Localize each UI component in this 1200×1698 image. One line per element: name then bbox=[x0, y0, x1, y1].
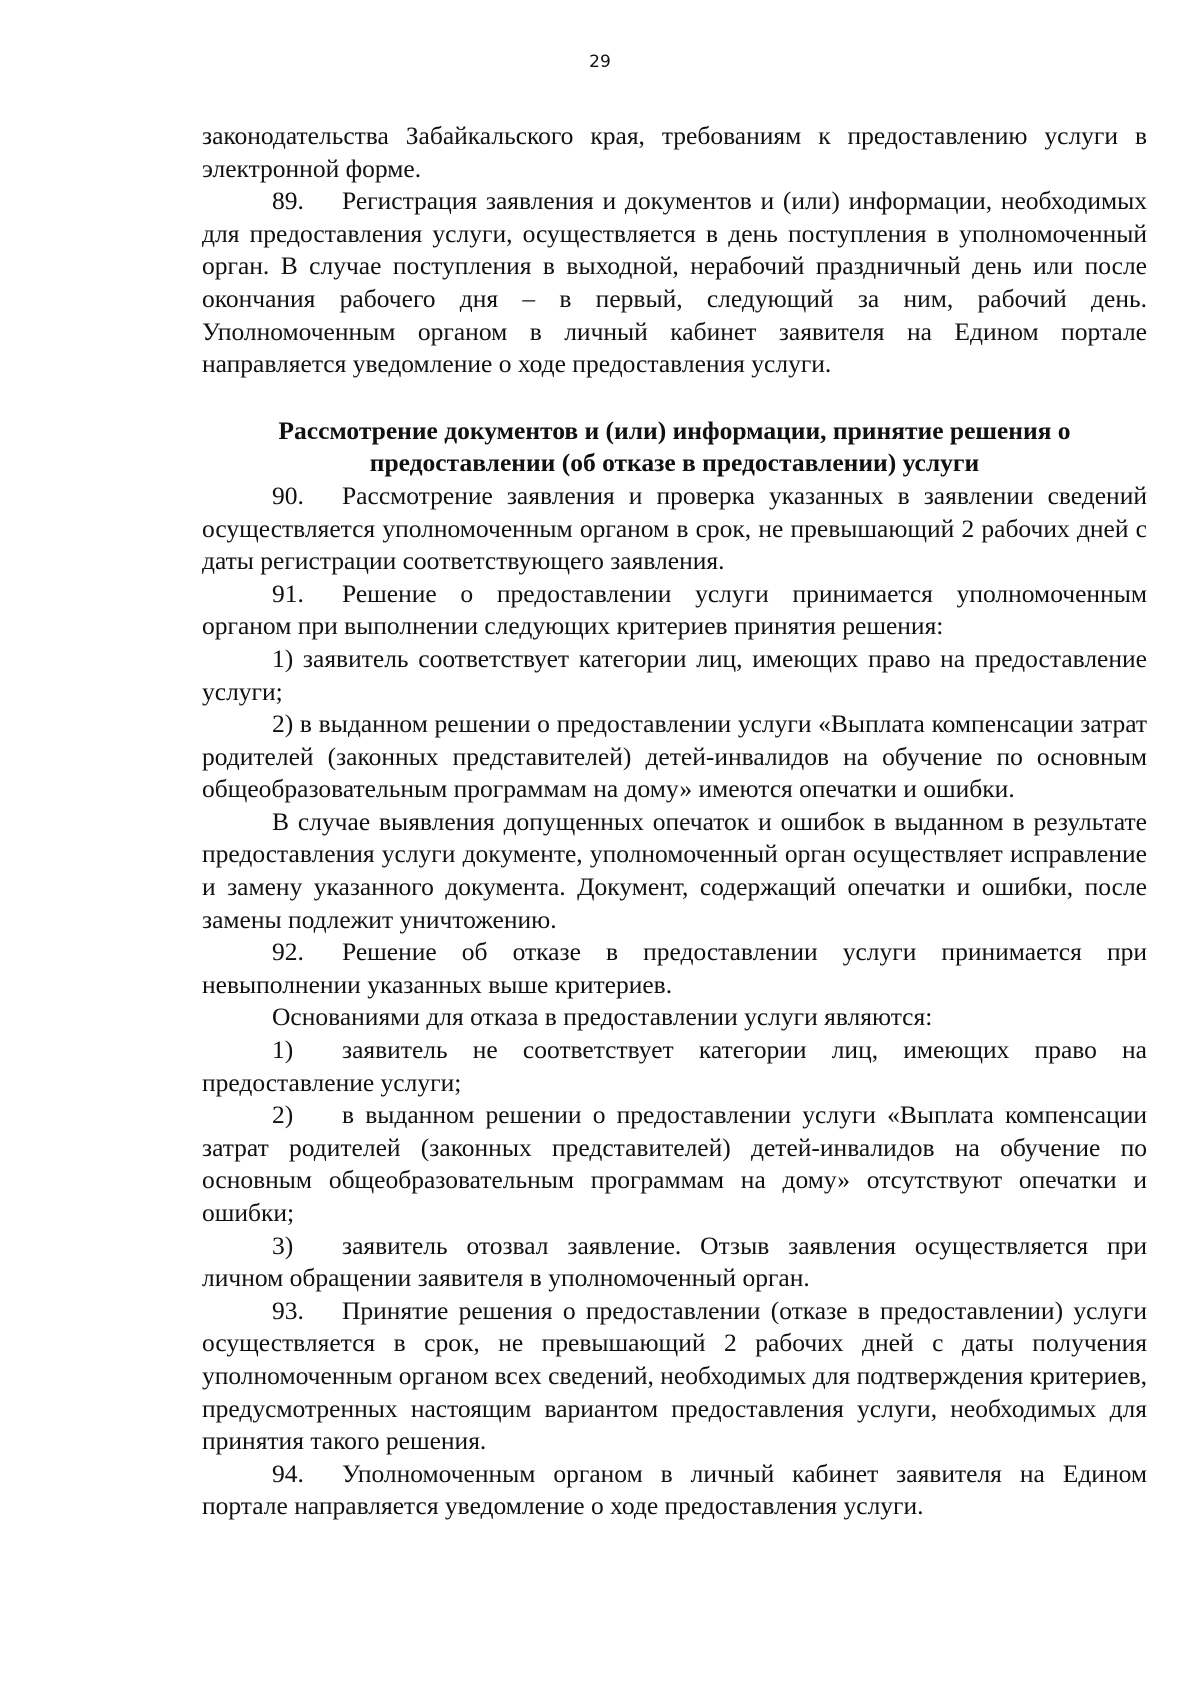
paragraph-text: Решение о предоставлении услуги принимается уполномоченным органом при выполнении следующих критериев принятия решения: bbox=[202, 578, 1147, 641]
page-number: 29 bbox=[589, 52, 611, 72]
list-text: заявитель отозвал заявление. Отзыв заявления осуществляется при личном обращении заявителя в уполномоченный орган. bbox=[202, 1230, 1147, 1293]
refusal-ground-2 bbox=[202, 1099, 1147, 1229]
paragraph-continuation: законодательства Забайкальского края, требованиям к предоставлению услуги в электронной форме. bbox=[202, 121, 1147, 183]
list-text: заявитель не соответствует категории лиц, имеющих право на предоставление услуги; bbox=[202, 1035, 1147, 1097]
paragraph-number: 92. bbox=[272, 937, 304, 967]
paragraph-text: Регистрация заявления и документов и (или) информации, необходимых для предоставления услуги, осуществляется в день поступления в уполномоченный орган. В случае поступления в выходной, нерабочий праздничный день или после окончания рабочего дня – в первый, следующий за ним, рабочий день. Уполномоченным органом в личный кабинет заявителя на Едином портале направляется уведомление о ходе предоставления услуги. bbox=[202, 186, 1147, 379]
paragraph-number: 90. bbox=[272, 480, 304, 510]
document-body bbox=[202, 120, 1147, 1523]
paragraph-text: Уполномоченным органом в личный кабинет заявителя на Едином портале направляется уведомление о ходе предоставления услуги. bbox=[202, 1458, 1147, 1521]
list-number: 3) bbox=[272, 1230, 294, 1260]
list-text: в выданном решении о предоставлении услуги «Выплата компенсации затрат родителей (законных представителей) детей-инвалидов на обучение по основным общеобразовательным программам на дому» отсутствуют опечатки и ошибки; bbox=[202, 1100, 1147, 1227]
criterion-2: 2) в выданном решении о предоставлении услуги «Выплата компенсации затрат родителей (законных представителей) детей-инвалидов на обучение по основным общеобразовательным программам на дому» имеются опечатки и ошибки. bbox=[202, 709, 1147, 804]
criterion-1: 1) заявитель соответствует категории лиц, имеющих право на предоставление услуги; bbox=[202, 643, 1147, 706]
paragraph-93 bbox=[202, 1295, 1147, 1458]
paragraph-number: 89. bbox=[272, 186, 304, 216]
paragraph-91 bbox=[202, 578, 1147, 643]
paragraph-number: 91. bbox=[272, 578, 304, 608]
refusal-ground-1 bbox=[202, 1034, 1147, 1099]
list-number: 2) bbox=[272, 1100, 294, 1130]
paragraph-92 bbox=[202, 936, 1147, 1001]
section-heading: Рассмотрение документов и (или) информации, принятие решения о предоставлении (об отказе в предоставлении) услуги bbox=[278, 415, 1071, 478]
paragraph-90 bbox=[202, 480, 1147, 578]
paragraph-text: Рассмотрение заявления и проверка указанных в заявлении сведений осуществляется уполномоченным органом в срок, не превышающий 2 рабочих дней с даты регистрации соответствующего заявления. bbox=[202, 480, 1147, 576]
paragraph-text: Решение об отказе в предоставлении услуги принимается при невыполнении указанных выше критериев. bbox=[202, 937, 1147, 999]
paragraph-number: 93. bbox=[272, 1295, 304, 1325]
paragraph-refusal-grounds: Основаниями для отказа в предоставлении услуги являются: bbox=[272, 1002, 933, 1032]
paragraph-text: Принятие решения о предоставлении (отказе в предоставлении) услуги осуществляется в срок, не превышающий 2 рабочих дней с даты получения уполномоченным органом всех сведений, необходимых для подтверждения критериев, предусмотренных настоящим вариантом предоставления услуги, необходимых для принятия такого решения. bbox=[202, 1295, 1148, 1456]
paragraph-errors: В случае выявления допущенных опечаток и ошибок в выданном в результате предоставления услуги документе, уполномоченный орган осуществляет исправление и замену указанного документа. Документ, содержащий опечатки и ошибки, после замены подлежит уничтожению. bbox=[202, 806, 1147, 934]
paragraph-number: 94. bbox=[272, 1458, 304, 1488]
refusal-ground-3 bbox=[202, 1230, 1147, 1295]
paragraph-89 bbox=[202, 185, 1147, 381]
paragraph-94 bbox=[202, 1458, 1147, 1523]
list-number: 1) bbox=[272, 1035, 294, 1065]
